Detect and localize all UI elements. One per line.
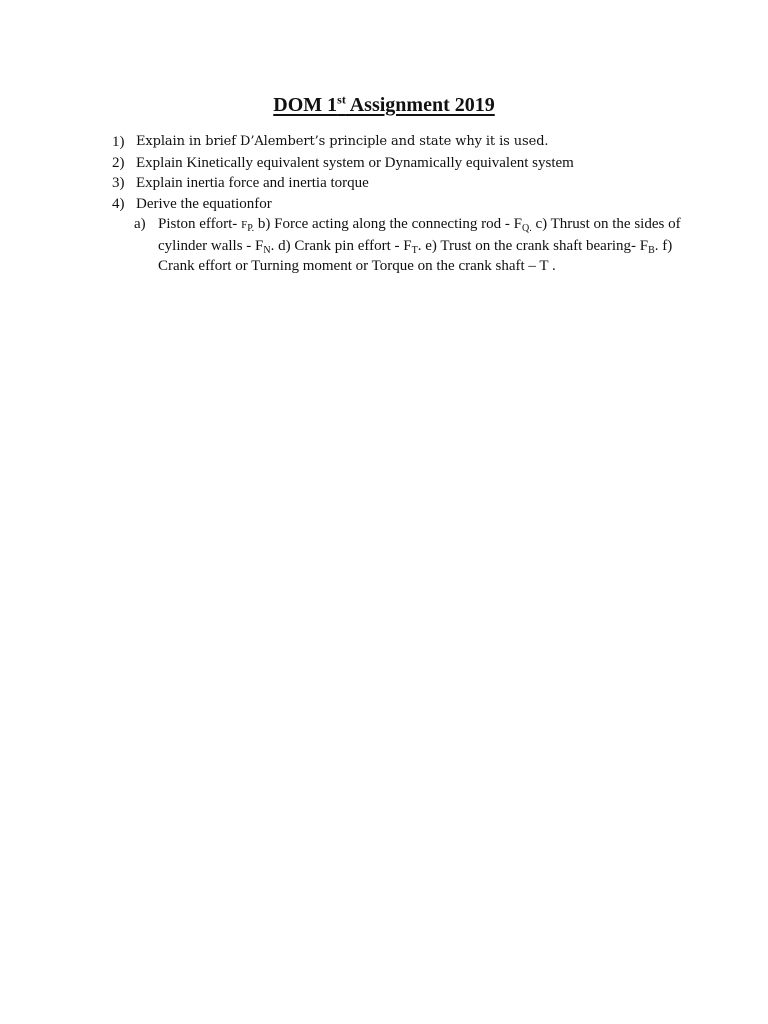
question-item — [112, 173, 692, 194]
symbol-fp: F — [241, 219, 248, 231]
subscript-n: N — [263, 244, 271, 256]
question-text: Explain Kinetically equivalent system or Dynamically equivalent system — [136, 154, 574, 171]
title-main: DOM 1 — [273, 94, 338, 116]
question-number: 1) — [112, 134, 125, 150]
question-text: Derive the equationfor — [136, 195, 272, 212]
question-list — [112, 132, 692, 277]
title-rest: Assignment 2019 — [345, 94, 495, 116]
question-text: Explain inertia force and inertia torque — [136, 175, 369, 191]
question-item — [112, 132, 692, 153]
page-title — [0, 92, 768, 118]
question-item — [112, 194, 692, 215]
title-underlined — [273, 94, 494, 116]
question-item — [112, 153, 692, 174]
question-number: 3) — [112, 175, 125, 191]
text-piston-effort: Piston effort- — [158, 216, 242, 232]
text-crank-pin-effort: . d) Crank pin effort - F — [270, 237, 412, 254]
subscript-t: T — [411, 244, 418, 256]
subscript-b: B — [648, 244, 655, 256]
subscript-p: P. — [247, 223, 255, 234]
subscript-q: Q. — [521, 223, 532, 234]
sub-question-text — [158, 214, 692, 277]
question-number: 2) — [112, 154, 125, 171]
title-superscript: st — [337, 92, 346, 107]
sub-question-mark: a) — [134, 216, 146, 232]
question-text: Explain in brief D’Alembert’s principle and state why it is used. — [136, 134, 549, 149]
text-connecting-rod: b) Force acting along the connecting rod - F — [254, 216, 522, 232]
text-shaft-bearing: . e) Trust on the crank shaft bearing- F — [417, 237, 649, 254]
sub-question-a — [112, 214, 692, 277]
text-crank-effort: . f) Crank effort or Turning moment or Torque on the crank shaft – T . — [158, 237, 673, 274]
question-number: 4) — [112, 195, 125, 212]
text-cylinder-thrust: c) Thrust on the sides of cylinder walls - F — [158, 216, 681, 254]
